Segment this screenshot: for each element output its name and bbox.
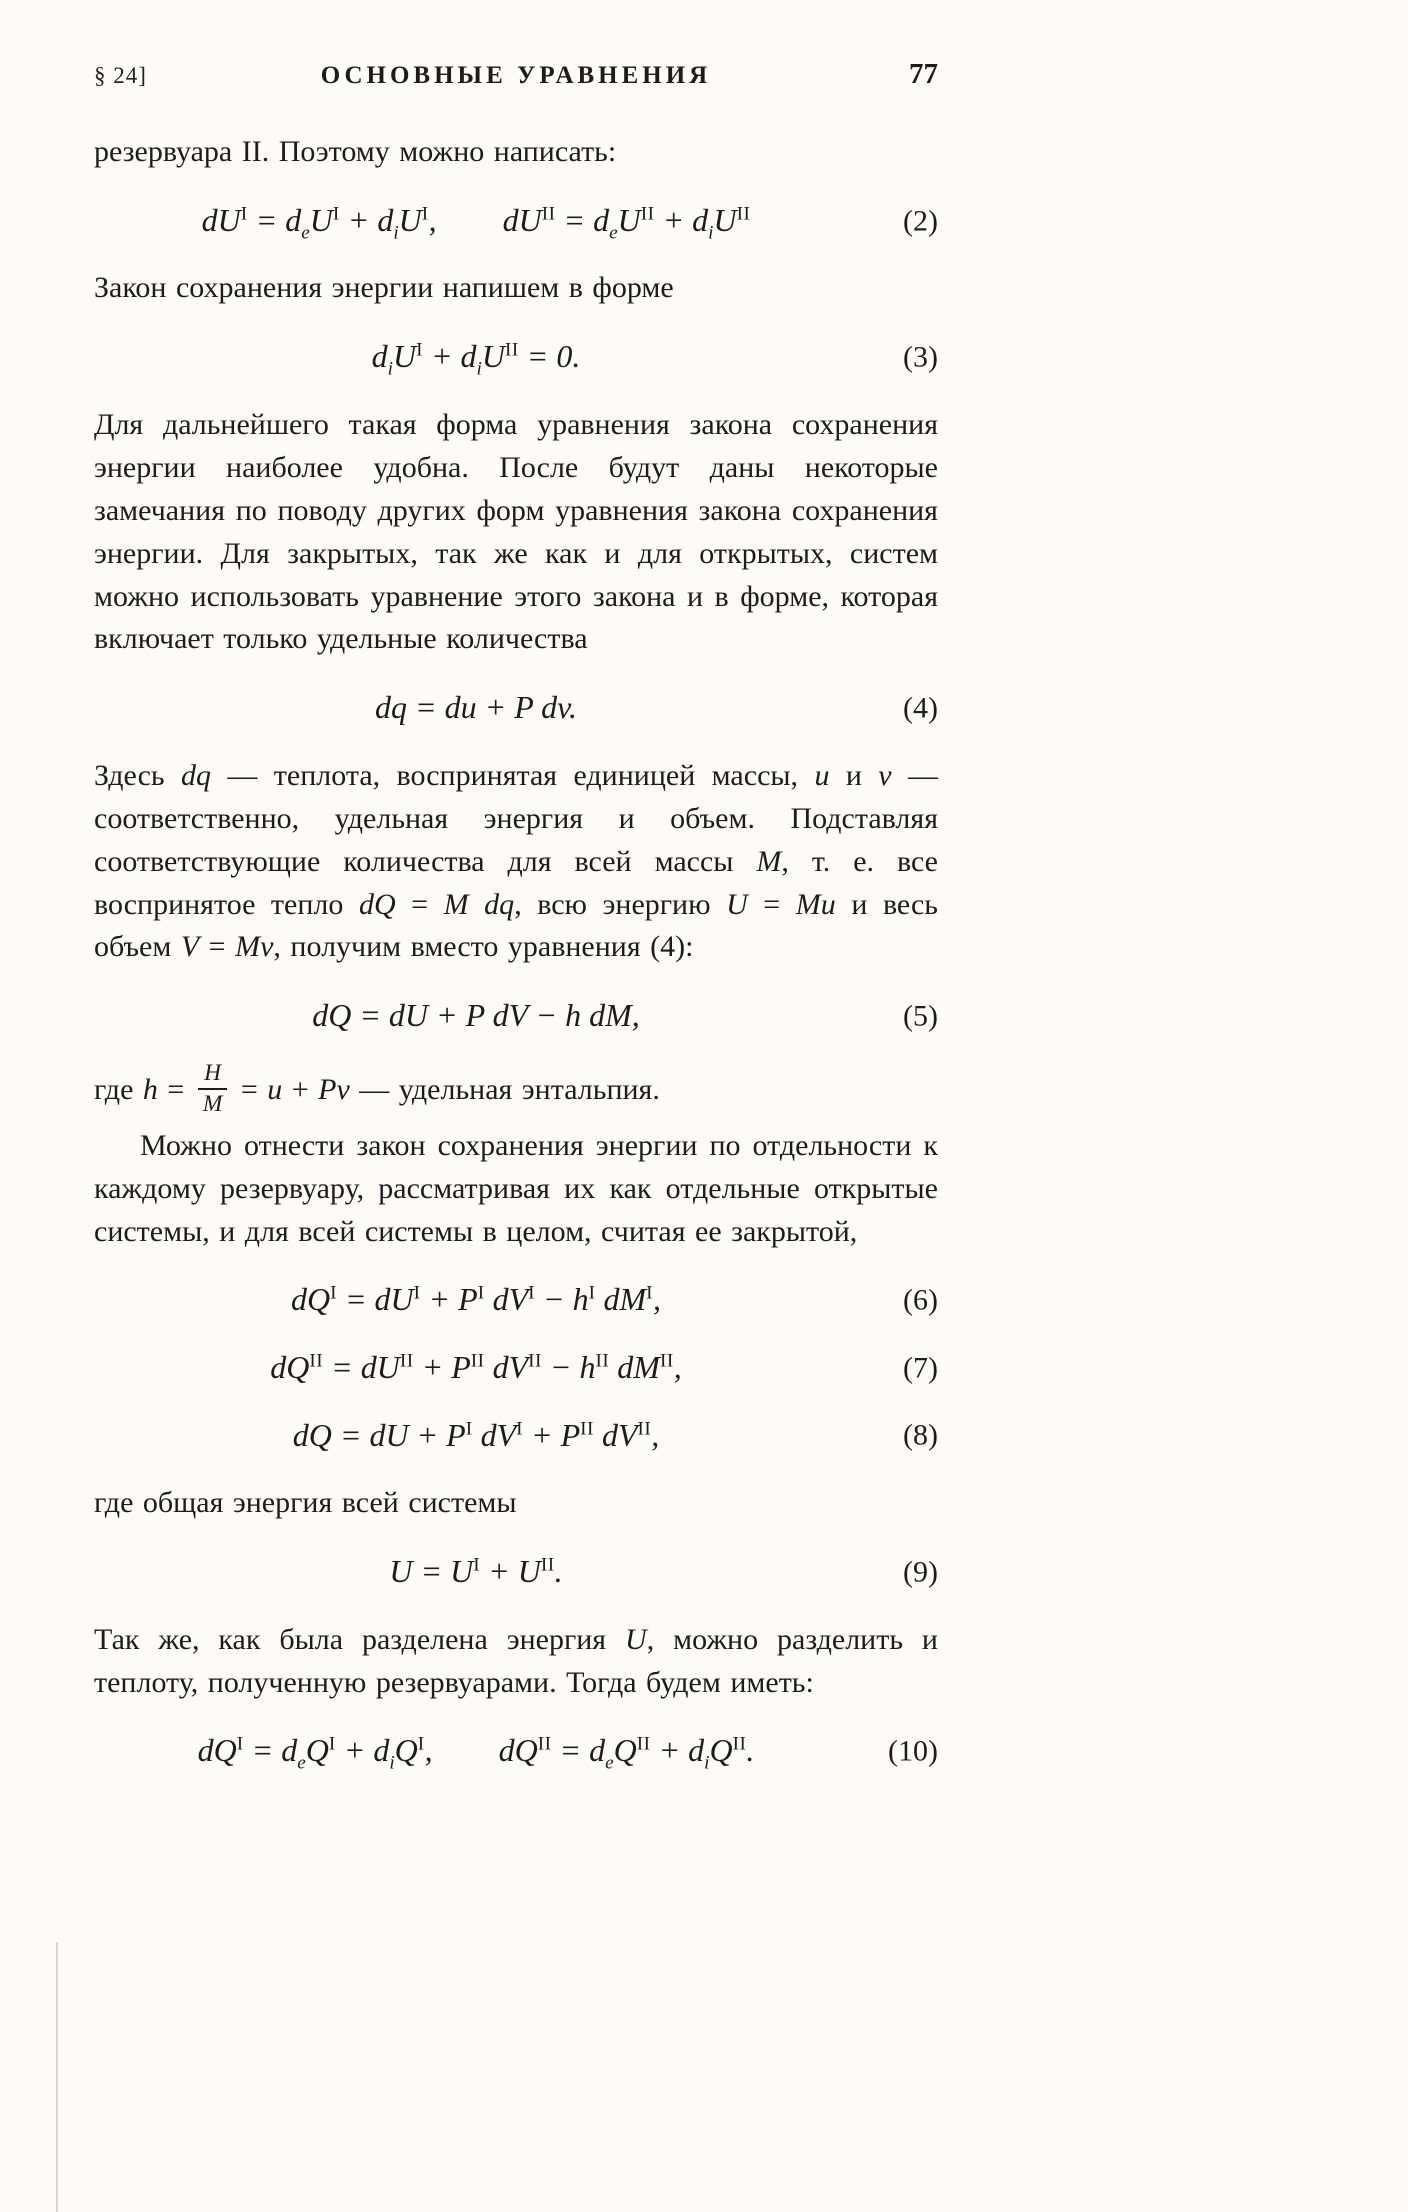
equation-number: (5) [903, 999, 938, 1033]
equation-number: (8) [903, 1418, 938, 1452]
equation-number: (10) [888, 1734, 938, 1768]
equation [94, 995, 938, 1037]
equation-math: $dQ^I = dU^I + P^I$ $dV^I - h^I$ $dM^I$, [290, 1281, 662, 1318]
equation [94, 1415, 938, 1457]
equation-math: $d_iU^I + d_iU^{II} = 0$. [371, 338, 581, 380]
equation [94, 1730, 938, 1772]
equation-math: $U = U^I + U^{II}$. [389, 1553, 563, 1590]
running-head-title: ОСНОВНЫЕ УРАВНЕНИЯ [320, 62, 712, 89]
equation [94, 1347, 938, 1389]
paragraph: Закон сохранения энергии напишем в форме [94, 271, 674, 305]
scan-artifact-line [56, 1942, 58, 2212]
equation [94, 1551, 938, 1593]
page-body [94, 131, 938, 1772]
equation [94, 687, 938, 729]
page-number: 77 [909, 58, 938, 90]
paragraph: где h = $\frac{H}{M}$ = u + Pv — удельная энтальпия. [94, 1059, 660, 1117]
equation-number: (2) [903, 204, 938, 238]
equation-math: $dU^I = d_eU^I + d_iU^I$, $dU^{II} = d_eU^{II} + d_iU^{II}$ [201, 201, 751, 244]
section-number: § 24] [94, 63, 147, 88]
equation-math: dq = du + P dv. [375, 689, 577, 726]
equation-math: $dQ^I = d_eQ^I + d_iQ^I$, $dQ^{II} = d_eQ^{II} + d_iQ^{II}$. [197, 1732, 755, 1774]
equation [94, 1279, 938, 1321]
equation-math: $dQ^{II} = dU^{II} + P^{II}$ $dV^{II} - h^{II}$ $dM^{II}$, [270, 1349, 682, 1386]
paragraph: где общая энергия всей системы [94, 1486, 517, 1520]
equation-number: (3) [903, 340, 938, 374]
equation-number: (4) [903, 691, 938, 725]
paragraph: Для дальнейшего такая форма уравнения закона сохранения энергии наиболее удобна. После будут даны некоторые замечания по поводу других форм уравнения закона сохранения энергии. Для закрытых, так же как и для открытых, систем можно использовать уравнение этого закона и в форме, которая включает только удельные количества [94, 407, 938, 656]
equation-math: dQ = dU + P dV − h dM, [312, 997, 640, 1034]
paragraph: Так же, как была разделена энергия U, можно разделить и теплоту, полученную резервуарами. Тогда будем иметь: [94, 1622, 938, 1699]
equation-number: (9) [903, 1555, 938, 1589]
paragraph: Здесь dq — теплота, воспринятая единицей массы, u и v — соответственно, удельная энергия и объем. Подставляя соответствующие количества для всей массы M, т. е. все воспринятое тепло dQ = M dq, всю энергию U = Mu и весь объем V = Mv, получим вместо уравнения (4): [94, 758, 939, 964]
equation-math: dQ = dU + $P^I$ $dV^I + P^{II}$ $dV^{II}$, [292, 1416, 660, 1453]
text-column [94, 58, 938, 1798]
equation-number: (7) [903, 1351, 938, 1385]
paragraph: Можно отнести закон сохранения энергии по отдельности к каждому резервуару, рассматривая их как отдельные открытые системы, и для всей системы в целом, считая ее закрытой, [94, 1128, 938, 1248]
equation [94, 200, 938, 242]
equation-number: (6) [903, 1283, 938, 1317]
equation [94, 336, 938, 378]
running-head [94, 58, 938, 91]
paragraph: резервуара II. Поэтому можно написать: [94, 135, 617, 168]
